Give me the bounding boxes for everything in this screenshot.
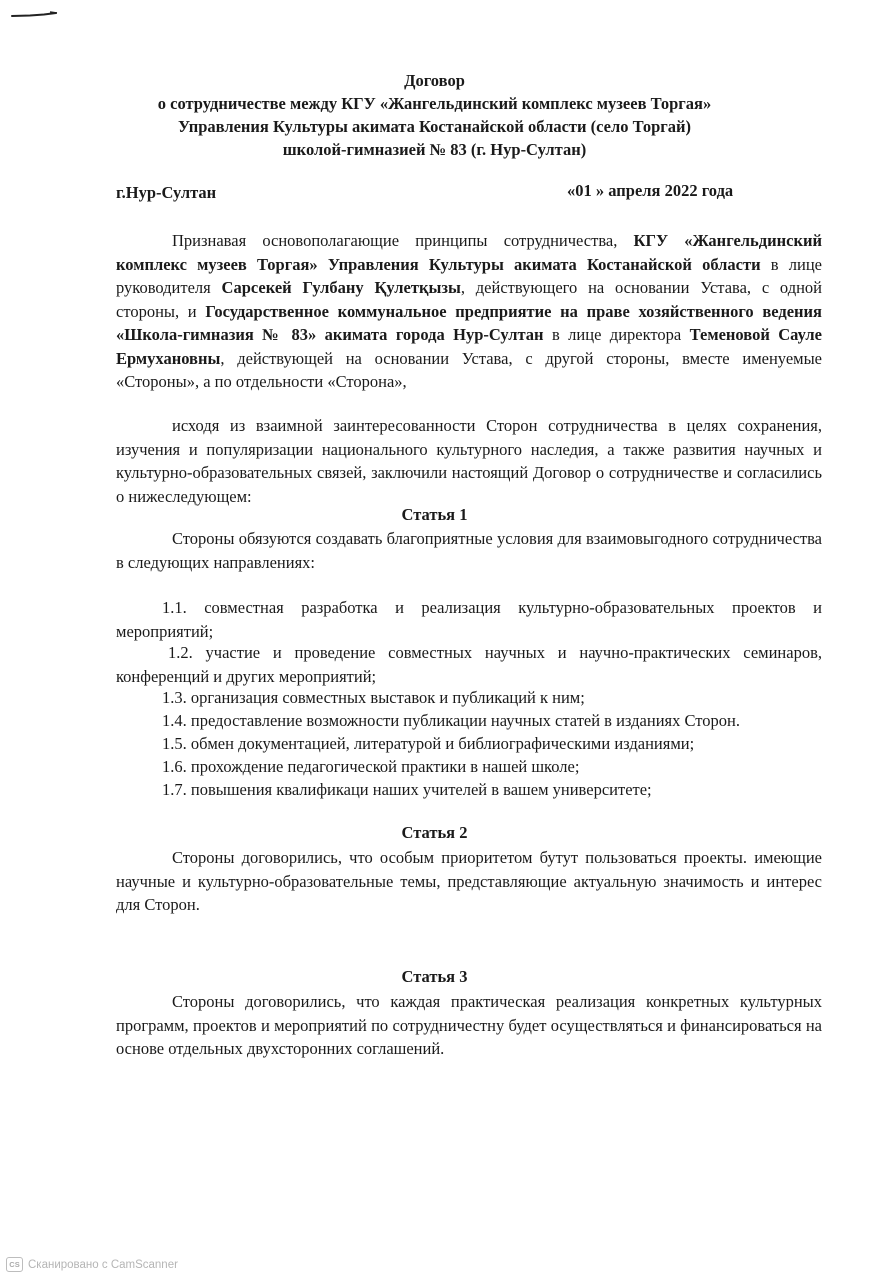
- article-2-heading: Статья 2: [401, 823, 468, 842]
- intro-text-2: в лице руководителя: [116, 254, 823, 297]
- document-title: Договор: [404, 71, 465, 90]
- article-3-text: Стороны договорились, что каждая практическая реализация конкретных культурных программ, проектов и мероприятий по сотрудничестну будет осуществляться и финансироваться на основе отдельных двухсторонних соглашений.: [116, 992, 822, 1058]
- intro-text-1: Признавая основополагающие принципы сотрудничества,: [172, 231, 634, 250]
- article-1-heading: Статья 1: [401, 505, 468, 524]
- intro-text-5: , действующей на основании Устава, с другой стороны, вместе именуемые «Стороны», а по отдельности «Сторона»,: [116, 348, 822, 391]
- article-1-item: 1.6. прохождение педагогической практики в нашей школе;: [162, 757, 580, 776]
- intro-text-4: в лице директора: [543, 325, 690, 344]
- watermark-text: Сканировано с CamScanner: [28, 1258, 178, 1271]
- article-1-item: 1.2. участие и проведение совместных научных и научно-практических семинаров, конференций и других мероприятий;: [116, 643, 822, 686]
- title-line-4: школой-гимназией № 83 (г. Нур-Султан): [282, 140, 587, 159]
- museum-director-name: Сарсекей Гулбану Қулетқызы: [221, 278, 461, 297]
- article-3-heading: Статья 3: [401, 967, 468, 986]
- article-1-text: Стороны обязуются создавать благоприятные условия для взаимовыгодного сотрудничества в следующих направлениях:: [116, 529, 822, 572]
- intro-paragraph: [116, 229, 822, 394]
- title-line-3: Управления Культуры акимата Костанайской области (село Торгай): [177, 117, 692, 136]
- intro-paragraph-2: исходя из взаимной заинтересованности Сторон сотрудничества в целях сохранения, изучения и популяризации национального культурного наследия, а также развития научных и культурно-образовательных связей, заключили настоящий Договор о сотрудничестве и согласились о нижеследующем:: [116, 416, 822, 506]
- article-1-item: 1.3. организация совместных выставок и публикаций к ним;: [162, 688, 585, 707]
- document-city: г.Нур-Султан: [116, 183, 217, 202]
- school-director-name: Теменовой Сауле Ермухановны: [116, 325, 822, 368]
- camscanner-logo-icon: CS: [6, 1257, 23, 1272]
- document-date: «01 » апреля 2022 года: [567, 181, 734, 200]
- article-2-text: Стороны договорились, что особым приоритетом бутут пользоваться проекты. имеющие научные и культурно-образовательные темы, представляющие актуальную значимость и интерес для Сторон.: [116, 848, 822, 914]
- article-1-item: 1.7. повышения квалификаци наших учителей в вашем университете;: [162, 780, 652, 799]
- scan-mark-icon: [10, 10, 60, 20]
- camscanner-watermark: [6, 1257, 178, 1272]
- article-1-item: 1.5. обмен документацией, литературой и библиографическими изданиями;: [162, 734, 695, 753]
- article-1-item: 1.4. предоставление возможности публикации научных статей в изданиях Сторон.: [162, 711, 740, 730]
- article-1-item: 1.1. совместная разработка и реализация культурно-образовательных проектов и мероприятий;: [116, 598, 822, 641]
- school-name: Государственное коммунальное предприятие на праве хозяйственного ведения «Школа-гимназия № 83» акимата города Нур-Султан: [116, 301, 822, 344]
- title-line-2: о сотрудничестве между КГУ «Жангельдинский комплекс музеев Торгая»: [157, 94, 712, 113]
- museum-name: КГУ «Жангельдинский комплекс музеев Торгая» Управления Культуры акимата Костанайской области: [116, 231, 822, 274]
- intro-text-3: , действующего на основании Устава, с одной стороны, и: [116, 278, 823, 321]
